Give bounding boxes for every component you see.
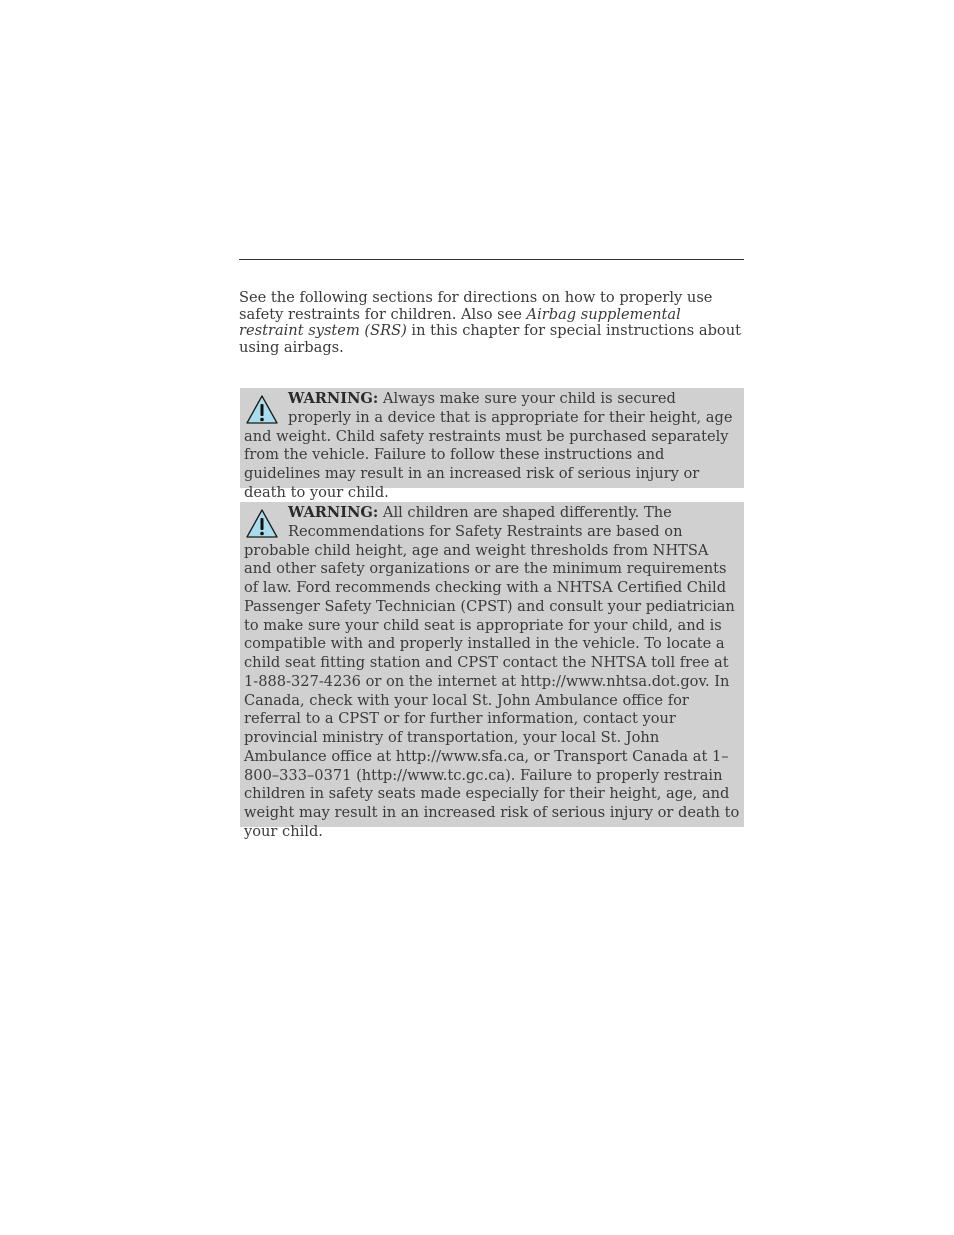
- intro-paragraph: [239, 290, 744, 356]
- warning-triangle-icon: [245, 508, 279, 540]
- warning-text: [244, 504, 740, 842]
- warning-label: WARNING:: [288, 390, 379, 407]
- intro-text-before: See the following sections for directions on how to properly use safety restraints for children. Also see: [239, 289, 713, 323]
- intro-text-after: in this chapter for special instructions about using airbags.: [239, 322, 741, 356]
- warning-body: All children are shaped differently. The Recommendations for Safety Restraints are based on probable child height, age and weight thresholds from NHTSA and other safety organizations or are the minimum requirements of law. Ford recommends checking with a NHTSA Certified Child Passenger Safety Technician (CPST) and consult your pediatrician to make sure your child seat is appropriate for your child, and is compatible with and properly installed in the vehicle. To locate a child seat fitting station and CPST contact the NHTSA toll free at 1-888-327-4236 or on the internet at http://www.nhtsa.dot.gov. In Canada, check with your local St. John Ambulance office for referral to a CPST or for further information, contact your provincial ministry of transportation, your local St. John Ambulance office at http://www.sfa.ca, or Transport Canada at 1–800–333–0371 (http://www.tc.gc.ca). Failure to properly restrain children in safety seats made especially for their height, age, and weight may result in an increased risk of serious injury or death to your child.: [244, 504, 740, 840]
- warning-body: Always make sure your child is secured properly in a device that is appropriate for their height, age and weight. Child safety restraints must be purchased separately from the vehicle. Failure to follow these instructions and guidelines may result in an increased risk of serious injury or death to your child.: [244, 390, 733, 501]
- section-divider: [239, 259, 744, 260]
- warning-box-children-shaped: [240, 502, 744, 840]
- warning-box-secure-child: [240, 388, 744, 501]
- airbag-srs-reference: Airbag supplemental restraint system (SRS): [239, 305, 681, 339]
- warning-label: WARNING:: [288, 504, 379, 521]
- warning-triangle-icon: [245, 394, 279, 426]
- warning-text: [244, 390, 740, 503]
